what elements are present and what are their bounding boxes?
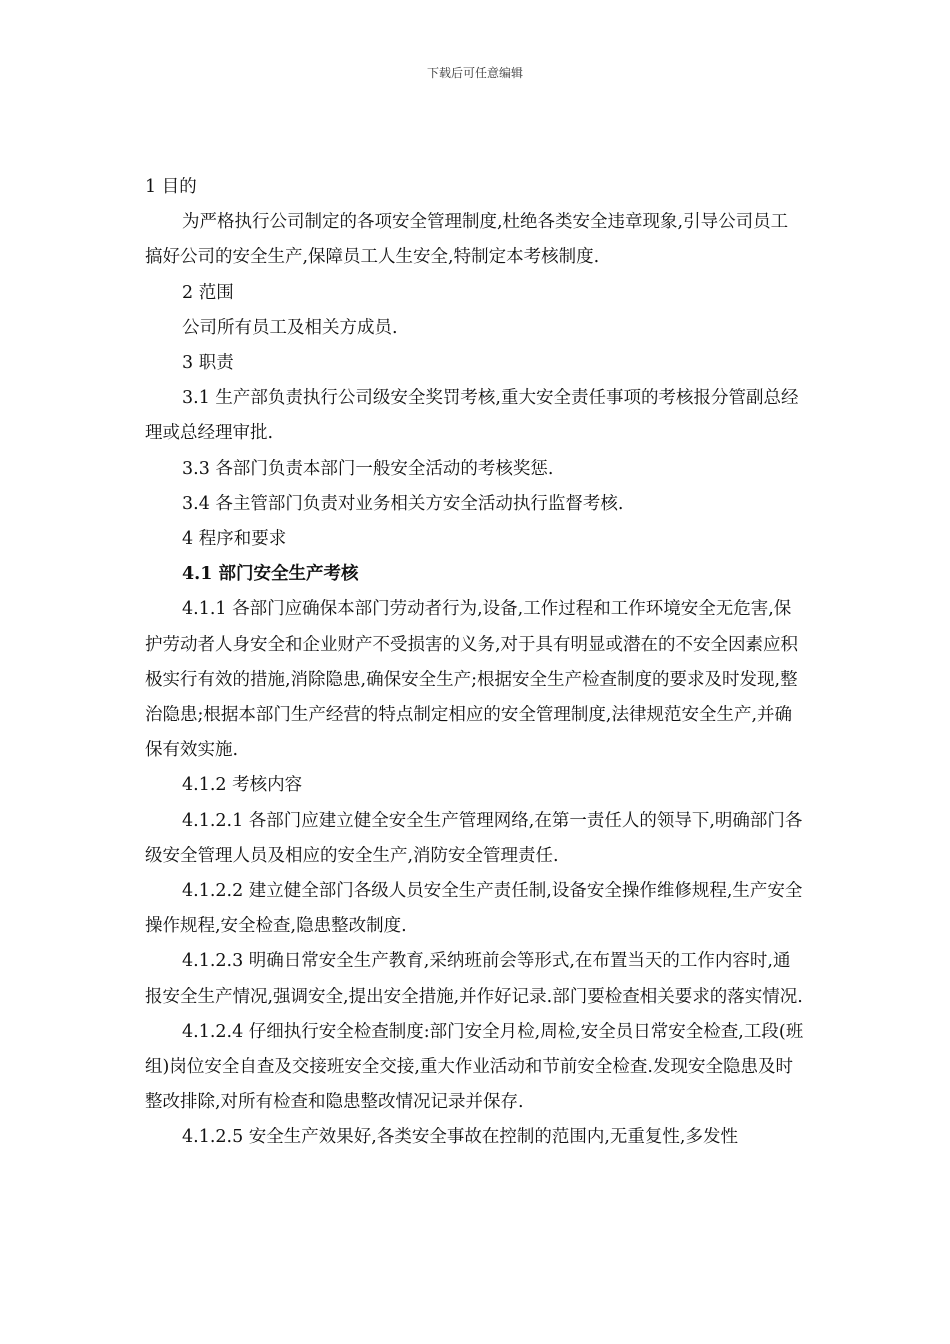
paragraph-duty-3-1: 3.1 生产部负责执行公司级安全奖罚考核,重大安全责任事项的考核报分管副总经理或总经理审批. [145,388,799,444]
section-heading-duties: 3 职责 [182,353,234,374]
paragraph-duty-3-3: 3.3 各部门负责本部门一般安全活动的考核奖惩. [182,458,554,479]
section-heading-procedures: 4 程序和要求 [182,529,287,550]
paragraph-duty-3-4: 3.4 各主管部门负责对业务相关方安全活动执行监督考核. [182,493,624,514]
subsection-heading-4-1: 4.1 部门安全生产考核 [182,564,359,585]
paragraph-4-1-2-4: 4.1.2.4 仔细执行安全检查制度:部门安全月检,周检,安全员日常安全检查,工段(班组)岗位安全自查及交接班安全交接,重大作业活动和节前安全检查.发现安全隐患及时整改排除,对所有检查和隐患整改情况记录并保存. [145,1021,804,1113]
document-body [145,170,805,1156]
paragraph-4-1-2-5: 4.1.2.5 安全生产效果好,各类安全事故在控制的范围内,无重复性,多发性 [182,1127,738,1148]
paragraph-4-1-2-2: 4.1.2.2 建立健全部门各级人员安全生产责任制,设备安全操作维修规程,生产安全操作规程,安全检查,隐患整改制度. [145,881,803,937]
paragraph-purpose: 为严格执行公司制定的各项安全管理制度,杜绝各类安全违章现象,引导公司员工搞好公司的安全生产,保障员工人生安全,特制定本考核制度. [145,212,789,268]
paragraph-4-1-1: 4.1.1 各部门应确保本部门劳动者行为,设备,工作过程和工作环境安全无危害,保护劳动者人身安全和企业财产不受损害的义务,对于具有明显或潜在的不安全因素应积极实行有效的措施,消除隐患,确保安全生产;根据安全生产检查制度的要求及时发现,整治隐患;根据本部门生产经营的特点制定相应的安全管理制度,法律规范安全生产,并确保有效实施. [145,599,799,761]
paragraph-4-1-2: 4.1.2 考核内容 [182,775,303,796]
section-heading-scope: 2 范围 [182,282,234,303]
paragraph-4-1-2-3: 4.1.2.3 明确日常安全生产教育,采纳班前会等形式,在布置当天的工作内容时,通报安全生产情况,强调安全,提出安全措施,并作好记录.部门要检查相关要求的落实情况. [145,951,803,1007]
section-heading-purpose: 1 目的 [145,177,197,197]
paragraph-scope: 公司所有员工及相关方成员. [182,317,398,338]
paragraph-4-1-2-1: 4.1.2.1 各部门应建立健全安全生产管理网络,在第一责任人的领导下,明确部门各级安全管理人员及相应的安全生产,消防安全管理责任. [145,810,803,866]
page-header: 下载后可任意编辑 [426,66,523,80]
